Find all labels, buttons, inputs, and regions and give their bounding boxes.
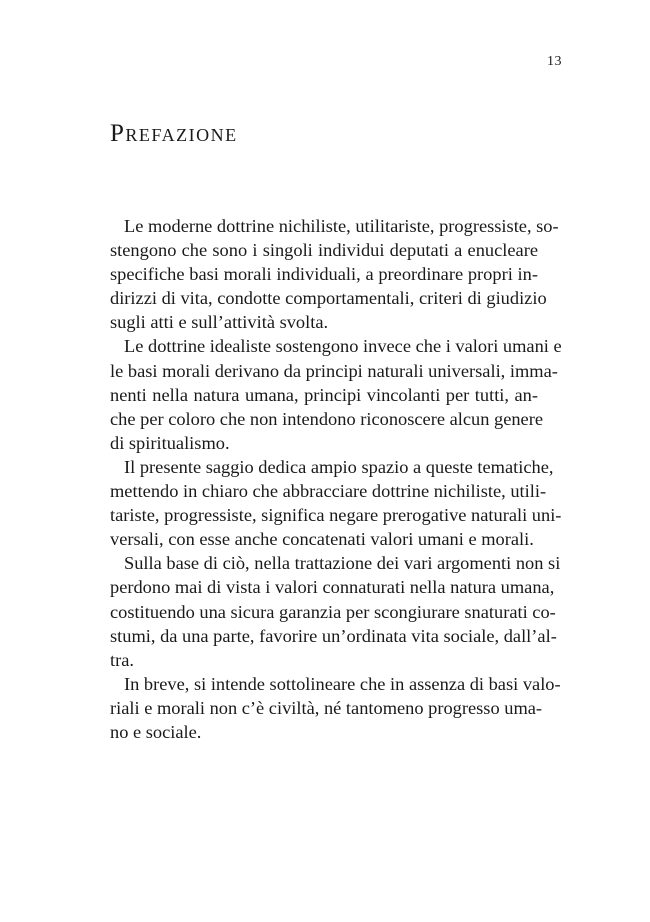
paragraph-line: stumi, da una parte, favorire un’ordinata vita sociale, dall’al- bbox=[110, 625, 557, 646]
paragraph-line: versali, con esse anche concatenati valori umani e morali. bbox=[110, 529, 534, 550]
paragraph-line: tra. bbox=[110, 649, 134, 670]
paragraph-line: le basi morali derivano da principi naturali universali, imma- bbox=[110, 360, 558, 381]
body-text bbox=[110, 214, 562, 744]
paragraph-line: tariste, progressiste, significa negare prerogative naturali uni- bbox=[110, 505, 562, 526]
paragraph-line: Sulla base di ciò, nella trattazione dei vari argomenti non si bbox=[124, 553, 561, 574]
chapter-title: Prefazione bbox=[110, 120, 238, 147]
paragraph-line: specifiche basi morali individuali, a preordinare propri in- bbox=[110, 264, 538, 285]
paragraph bbox=[110, 214, 559, 334]
paragraph-line: stengono che sono i singoli individui deputati a enucleare bbox=[110, 240, 538, 261]
paragraph bbox=[110, 672, 561, 744]
paragraph bbox=[110, 455, 562, 551]
paragraph-line: no e sociale. bbox=[110, 721, 202, 742]
paragraph-line: mettendo in chiaro che abbracciare dottrine nichiliste, utili- bbox=[110, 481, 547, 502]
paragraph-line: sugli atti e sull’attività svolta. bbox=[110, 312, 329, 333]
paragraph-line: Le moderne dottrine nichiliste, utilitariste, progressiste, so- bbox=[124, 216, 559, 236]
paragraph-line: In breve, si intende sottolineare che in assenza di basi valo- bbox=[124, 673, 561, 694]
page-number: 13 bbox=[547, 54, 562, 69]
paragraph-line: dirizzi di vita, condotte comportamentali, criteri di giudizio bbox=[110, 288, 547, 309]
paragraph-line: che per coloro che non intendono riconoscere alcun genere bbox=[110, 408, 544, 429]
paragraph-line: nenti nella natura umana, principi vincolanti per tutti, an- bbox=[110, 384, 538, 405]
paragraph-line: Il presente saggio dedica ampio spazio a queste tematiche, bbox=[124, 456, 554, 477]
paragraph-line: riali e morali non c’è civiltà, né tantomeno progresso uma- bbox=[110, 697, 543, 718]
paragraph-line: di spiritualismo. bbox=[110, 432, 230, 453]
paragraph bbox=[110, 334, 562, 454]
paragraph-line: perdono mai di vista i valori connaturati nella natura umana, bbox=[110, 577, 555, 598]
paragraph-line: Le dottrine idealiste sostengono invece che i valori umani e bbox=[124, 336, 562, 357]
paragraph-line: costituendo una sicura garanzia per scongiurare snaturati co- bbox=[110, 601, 556, 622]
paragraph bbox=[110, 551, 561, 671]
